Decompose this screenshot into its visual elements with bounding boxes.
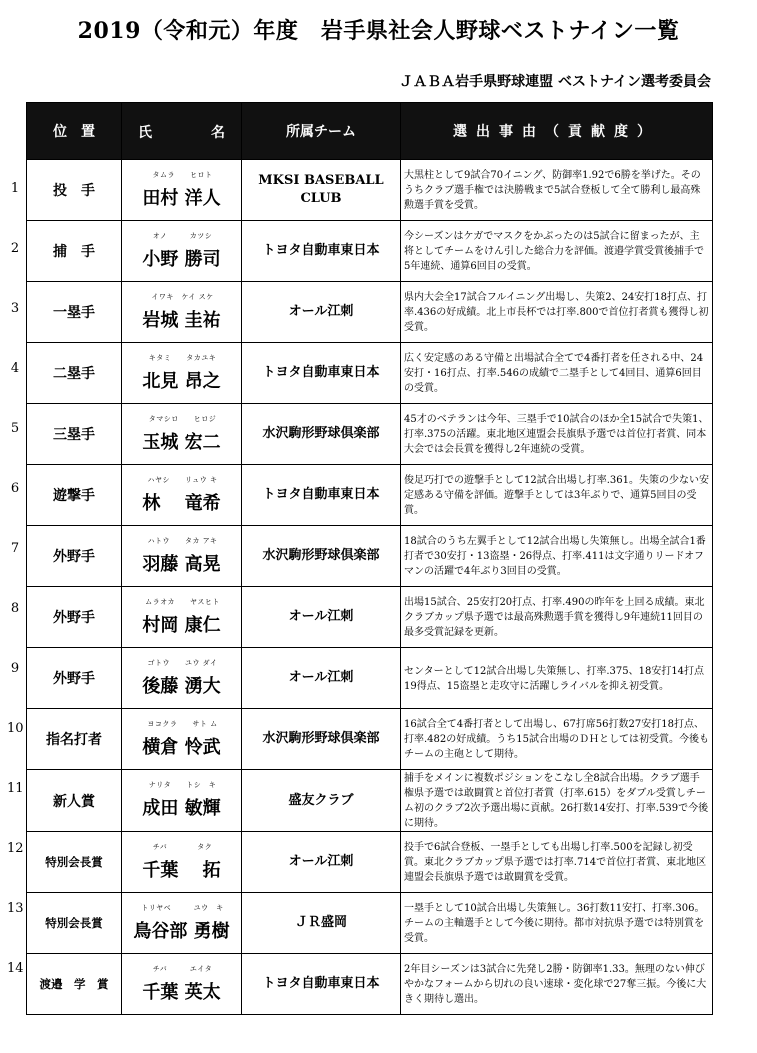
position-cell: 特別会長賞 [27, 832, 122, 893]
player-name: 田村 洋人 [142, 188, 221, 209]
reason-cell: 18試合のうち左翼手として12試合出場し失策無し。出場全試合1番打者で30安打・13盗塁・26得点、打率.411は文字通りリードオフマンの活躍で4年ぶり3回目の受賞。 [401, 526, 713, 587]
reason-cell: 今シーズンはケガでマスクをかぶったのは5試合に留まったが、主将としてチームをけん引した総合力を評価。渡邉学賞受賞後捕手で5年連続、通算6回目の受賞。 [401, 221, 713, 282]
position-cell: 投 手 [27, 160, 122, 221]
reason-cell: 投手で6試合登板、一塁手としても出場し打率.500を記録し初受賞。東北クラブカップ県予選では打率.714で首位打者賞、東北地区連盟会長旗県予選では敢闘賞を受賞。 [401, 832, 713, 893]
reason-cell: 県内大会全17試合フルイニング出場し、失策2、24安打18打点、打率.436の好成績。北上市長杯では打率.800で首位打者賞も獲得し初受賞。 [401, 282, 713, 343]
header-name-last: 名 [211, 125, 225, 141]
reason-cell: 大黒柱として9試合70イニング、防御率1.92で6勝を挙げた。そのうちクラブ選手権では決勝戦まで5試合登板して全て勝利し最高殊勲選手賞を受賞。 [401, 160, 713, 221]
table-row [27, 954, 713, 1015]
team-cell: トヨタ自動車東日本 [242, 954, 401, 1015]
row-number: 4 [10, 361, 20, 376]
player-name: 岩城 圭祐 [142, 310, 221, 331]
header-name-first: 氏 [138, 125, 152, 141]
name-kana: タムラ ヒロト [152, 171, 213, 179]
table-row [27, 465, 713, 526]
position-cell: 遊撃手 [27, 465, 122, 526]
name-cell [122, 282, 242, 343]
table-row [27, 160, 713, 221]
table-row [27, 526, 713, 587]
table-row [27, 709, 713, 770]
table-row [27, 587, 713, 648]
name-kana: ナリタ トシ キ [148, 781, 217, 789]
name-kana: ハトウ タカ アキ [147, 537, 218, 545]
row-number: 14 [7, 961, 24, 976]
team-cell: MKSI BASEBALL CLUB [242, 160, 401, 221]
row-number: 10 [7, 721, 24, 736]
position-cell: 新人賞 [27, 770, 122, 832]
name-kana: オノ カツシ [152, 232, 213, 240]
player-name: 羽藤 高晃 [142, 554, 221, 575]
player-name: 後藤 湧大 [142, 676, 221, 697]
player-name: 小野 勝司 [142, 249, 221, 270]
player-name: 玉城 宏二 [142, 432, 221, 453]
name-kana: ヨコクラ サト ム [147, 720, 218, 728]
team-cell: ＪＲ盛岡 [242, 893, 401, 954]
reason-cell: 出場15試合、25安打20打点、打率.490の昨年を上回る成績。東北クラブカップ県予選では最高殊勲選手賞を獲得し9年連続11回目の最多受賞記録を更新。 [401, 587, 713, 648]
player-name: 成田 敏輝 [142, 798, 221, 819]
table-header-row [27, 103, 713, 160]
table-row [27, 404, 713, 465]
name-kana: ムラオカ ヤスヒト [145, 598, 220, 606]
name-cell [122, 160, 242, 221]
name-kana: チバ エイタ [152, 965, 213, 973]
reason-cell: 45才のベテランは今年、三塁手で10試合のほか全15試合で失策1、打率.375の活躍。東北地区連盟会長旗県予選では首位打者賞、同本大会では会長賞を獲得し2年連続の受賞。 [401, 404, 713, 465]
position-cell: 指名打者 [27, 709, 122, 770]
player-name: 千葉 英太 [142, 982, 221, 1003]
position-cell: 三塁手 [27, 404, 122, 465]
position-cell: 外野手 [27, 526, 122, 587]
reason-cell: 2年目シーズンは3試合に先発し2勝・防御率1.33。無理のない伸びやかなフォームから切れの良い速球・変化球で27奪三振。今後に大きく期待し選出。 [401, 954, 713, 1015]
name-cell [122, 770, 242, 832]
row-number: 3 [10, 301, 20, 316]
position-cell: 二塁手 [27, 343, 122, 404]
name-cell [122, 832, 242, 893]
header-name [122, 103, 242, 160]
page-title: 2019（令和元）年度 岩手県社会人野球ベストナイン一覧 [77, 18, 680, 44]
team-cell: トヨタ自動車東日本 [242, 343, 401, 404]
name-cell [122, 221, 242, 282]
row-number: 8 [10, 601, 20, 616]
name-cell [122, 526, 242, 587]
best-nine-table [26, 102, 713, 1015]
name-cell [122, 893, 242, 954]
name-kana: ゴトウ ユウ ダイ [147, 659, 218, 667]
team-cell: 盛友クラブ [242, 770, 401, 832]
row-number: 7 [10, 541, 20, 556]
header-reason: 選出事由（貢献度） [401, 103, 713, 160]
team-cell: 水沢駒形野球倶楽部 [242, 709, 401, 770]
name-cell [122, 709, 242, 770]
player-name: 林 竜希 [142, 493, 221, 514]
player-name: 北見 昂之 [142, 371, 221, 392]
reason-cell: 16試合全て4番打者として出場し、67打席56打数27安打18打点、打率.482の好成績。うち15試合出場のＤＨとしては初受賞。今後もチームの主砲として期待。 [401, 709, 713, 770]
row-number: 11 [7, 781, 24, 796]
position-cell: 渡邉 学 賞 [27, 954, 122, 1015]
name-kana: チバ タク [152, 843, 213, 851]
team-cell: トヨタ自動車東日本 [242, 465, 401, 526]
player-name: 横倉 怜武 [142, 737, 221, 758]
position-cell: 外野手 [27, 648, 122, 709]
name-kana: ハヤシ リュウ キ [147, 476, 218, 484]
table-row [27, 893, 713, 954]
reason-cell: 一塁手として10試合出場し失策無し。36打数11安打、打率.306。チームの主軸選手として今後に期待。都市対抗県予選では特別賞を受賞。 [401, 893, 713, 954]
name-cell [122, 587, 242, 648]
name-kana: キタミ タカユキ [148, 354, 217, 362]
row-number: 2 [10, 241, 20, 256]
player-name: 村岡 康仁 [142, 615, 221, 636]
row-number: 12 [7, 841, 24, 856]
team-cell: トヨタ自動車東日本 [242, 221, 401, 282]
name-cell [122, 404, 242, 465]
header-team: 所属チーム [242, 103, 401, 160]
table-row [27, 648, 713, 709]
name-cell [122, 954, 242, 1015]
player-name: 鳥谷部 勇樹 [133, 921, 230, 942]
name-kana: トリヤベ ユウ キ [141, 904, 224, 912]
name-kana: タマシロ ヒロジ [148, 415, 217, 423]
position-cell: 捕 手 [27, 221, 122, 282]
row-number: 13 [7, 901, 24, 916]
team-cell: オール江刺 [242, 282, 401, 343]
position-cell: 外野手 [27, 587, 122, 648]
table-row [27, 770, 713, 832]
table-row [27, 221, 713, 282]
row-number: 5 [10, 421, 20, 436]
name-cell [122, 648, 242, 709]
team-cell: 水沢駒形野球倶楽部 [242, 526, 401, 587]
row-number: 1 [10, 181, 20, 196]
reason-cell: センターとして12試合出場し失策無し、打率.375、18安打14打点19得点、15盗塁と走攻守に活躍しライバルを抑え初受賞。 [401, 648, 713, 709]
name-cell [122, 465, 242, 526]
table-body [27, 160, 713, 1015]
team-cell: オール江刺 [242, 587, 401, 648]
header-position: 位置 [27, 103, 122, 160]
team-cell: オール江刺 [242, 648, 401, 709]
reason-cell: 俊足巧打での遊撃手として12試合出場し打率.361。失策の少ない安定感ある守備を評価。遊撃手としては3年ぶりで、通算5回目の受賞。 [401, 465, 713, 526]
name-kana: イワキ ケイ スケ [151, 293, 214, 301]
row-number: 9 [10, 661, 20, 676]
table-row [27, 343, 713, 404]
position-cell: 一塁手 [27, 282, 122, 343]
name-cell [122, 343, 242, 404]
table-row [27, 282, 713, 343]
table-row [27, 832, 713, 893]
team-cell: オール江刺 [242, 832, 401, 893]
player-name: 千葉 拓 [142, 860, 221, 881]
team-cell: 水沢駒形野球倶楽部 [242, 404, 401, 465]
position-cell: 特別会長賞 [27, 893, 122, 954]
reason-cell: 広く安定感のある守備と出場試合全てで4番打者を任される中、24安打・16打点、打率.546の成績で二塁手として4回目、通算6回目の受賞。 [401, 343, 713, 404]
row-number: 6 [10, 481, 20, 496]
reason-cell: 捕手をメインに複数ポジションをこなし全8試合出場。クラブ選手権県予選では敢闘賞と首位打者賞（打率.615）をダブル受賞しチーム初のクラブ2次予選出場に貢献。26打数14安打、打率.539で今後に期待。 [401, 770, 713, 832]
committee-subtitle: ＪＡＢＡ岩手県野球連盟 ベストナイン選考委員会 [399, 74, 711, 90]
